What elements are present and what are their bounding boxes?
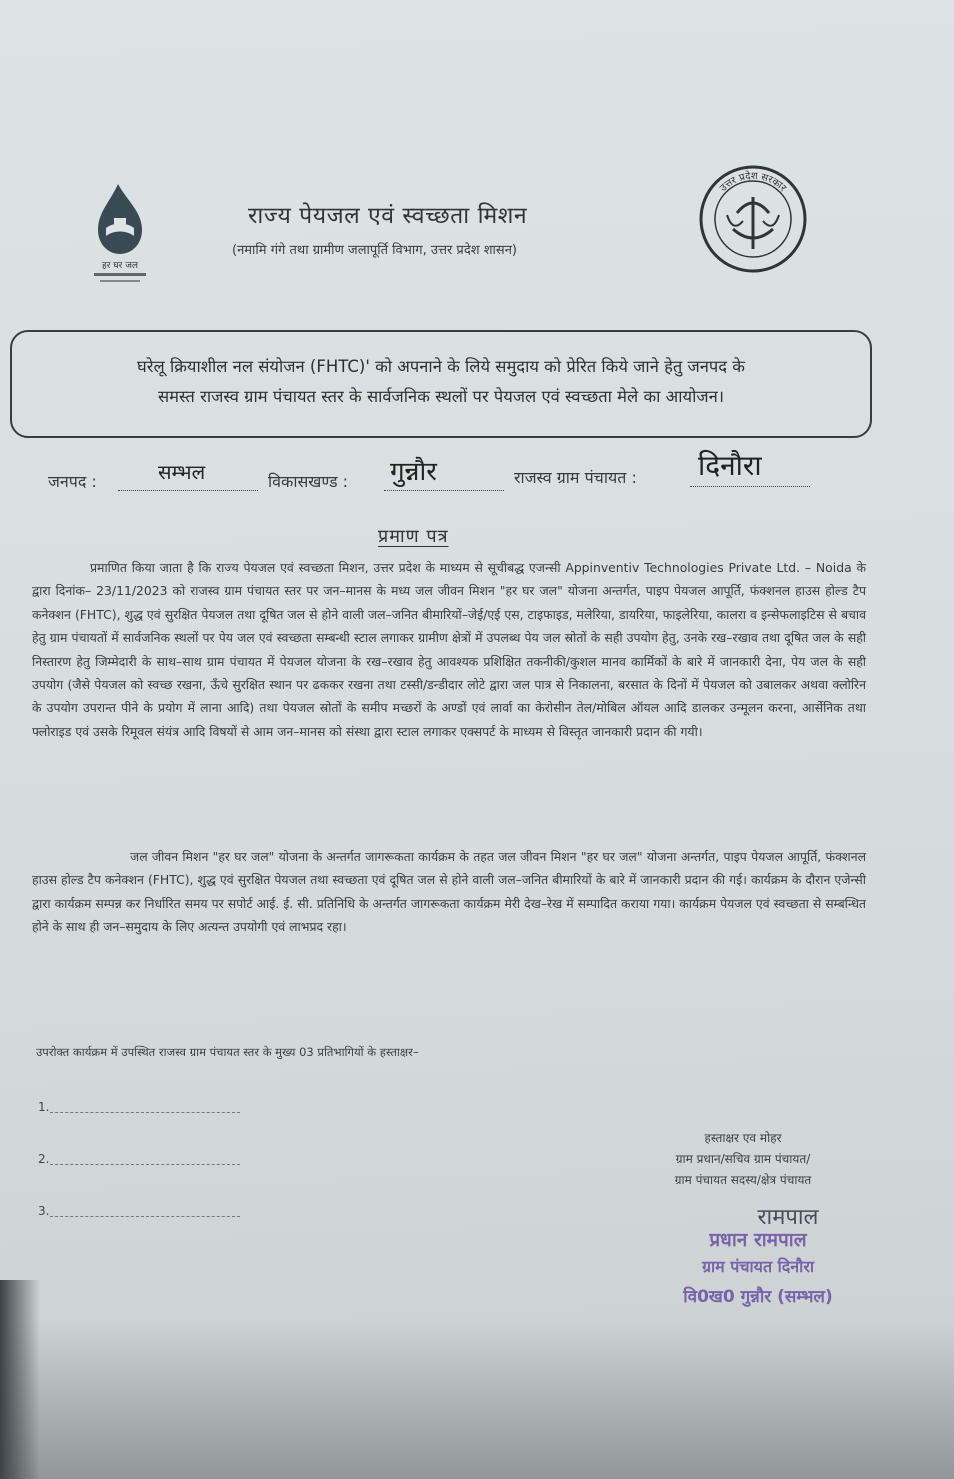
certificate-paragraph-2: जल जीवन मिशन "हर घर जल" योजना के अन्तर्गत जागरूकता कार्यक्रम के तहत जल जीवन मिशन "हर घर जल" योजना अन्तर्गत, पाइप पेयजल आपूर्ति, फंक्शनल हाउस होल्ड टैप कनेक्शन (FHTC), शुद्ध एवं सुरक्षित पेयजल तथा स्वच्छता एवं दूषित जल से होने वाली जल–जनित बीमारियों के बारे में जानकारी प्रदान की गई। कार्यक्रम के दौरान एजेन्सी द्वारा कार्यक्रम सम्पन्न कर निर्धारित समय पर सपोर्ट आई. ई. सी. प्रतिनिधि के अन्तर्गत जागरूकता कार्यक्रम मेरी देख–रेख में सम्पादित कराया गया। कार्यक्रम पेयजल एवं स्वच्छता से सम्बन्धित होने के साथ ही जन–समुदाय के लिए अत्यन्त उपयोगी एवं लाभप्रद रहा। [32,849,866,935]
certificate-paragraph-1: प्रमाणित किया जाता है कि राज्य पेयजल एवं स्वच्छता मिशन, उत्तर प्रदेश के माध्यम से सूचीबद्ध एजन्सी Appinventiv Technologies Private Ltd. – Noida के द्वारा दिनांक– 23/11/2023 को राजस्व ग्राम पंचायत स्तर पर जन–मानस के मध्य जल जीवन मिशन "हर घर जल" योजना अन्तर्गत, पाइप पेयजल आपूर्ति, फंक्शनल हाउस होल्ड टैप कनेक्शन (FHTC), शुद्ध एवं सुरक्षित पेयजल तथा दूषित जल से होने वाली जल–जनित बीमारियों–जेई/एई एस, टाइफाइड, मलेरिया, डायरिया, फाइलेरिया, कालरा व इन्सेफलाइटिस से बचाव हेतु ग्राम पंचायतों में सार्वजनिक स्थलों पर पेय जल एवं स्वच्छता सम्बन्धी स्टाल लगाकर ग्रामीण क्षेत्रों में उपलब्ध पेय जल स्रोतों के सही उपयोग हेतु, उनके रख–रखाव तथा दूषित जल के सही निस्तारण हेतु जिम्मेदारी के साथ–साथ ग्राम पंचायत में पेयजल योजना के रख–रखाव हेतु आवश्यक प्रशिक्षित तकनीकी/कुशल मानव कार्मिकों के बारे में जानकारी देना, पेय जल के सही उपयोग (जैसे पेयजल को स्वच्छ रखना, ऊँचे सुरक्षित स्थान पर ढककर रखना तथा टस्सी/डन्डीदार लोटे द्वारा जल पात्र से निकालना, बरसात के दिनों में पेयजल को उबालकर अथवा क्लोरिन के उपयोग उपरान्त पीने के प्रयोग में लाना आदि) तथा पेयजल स्रोतों के समीप मच्छरों के अण्डों एवं लार्वा का केरोसीन तेल/मोबिल ऑयल आदि डालकर उन्मूलन करना, आर्सेनिक तथा फ्लोराइड एवं उसके रिमूवल संयंत्र आदि विषयों से आम जन–मानस को संस्था द्वारा स्टाल लगाकर एक्सपर्ट के माध्यम से विस्तृत जानकारी प्रदान की गयी। [32,560,867,739]
mission-title: राज्य पेयजल एवं स्वच्छता मिशन [248,203,528,229]
official-stamp-and-signature [638,1198,878,1318]
attendee-number-2: 2. [38,1152,50,1166]
signature-role-1: ग्राम प्रधान/सचिव ग्राम पंचायत/ [675,1152,811,1166]
attendees-intro: उपरोक्त कार्यक्रम में उपस्थित राजस्व ग्राम पंचायत स्तर के मुख्य 03 प्रतिभागियों के हस्ताक्षर– [36,1045,419,1059]
attendee-number-3: 3. [38,1204,50,1218]
panchayat-underline [690,486,810,487]
attendee-signature-line-3 [50,1216,240,1217]
district-value: सम्भल [158,460,206,484]
attendee-signature-line-2 [50,1164,240,1165]
signature-role-2: ग्राम पंचायत सदस्य/क्षेत्र पंचायत [674,1173,812,1187]
svg-text:हर घर जल: हर घर जल [102,261,138,271]
photo-edge [0,1280,40,1479]
block-label: विकासखण्ड : [268,472,349,491]
panchayat-value: दिनौरा [698,449,762,482]
district-label: जनपद : [48,472,97,491]
stamp-line-3: वि0ख0 गुन्नौर (सम्भल) [683,1287,833,1307]
attendee-signature-line-1 [50,1112,240,1113]
banner-line-2: समस्त राजस्व ग्राम पंचायत स्तर के सार्वजनिक स्थलों पर पेयजल एवं स्वच्छता मेले का आयोजन। [157,387,725,406]
block-underline [384,490,504,491]
signature-block [618,1128,868,1191]
svg-text:उत्तर प्रदेश सरकार: उत्तर प्रदेश सरकार [718,170,789,194]
district-underline [118,490,258,491]
photo-shadow [0,1319,954,1479]
department-subtitle: (नमामि गंगे तथा ग्रामीण जलापूर्ति विभाग, उत्तर प्रदेश शासन) [232,243,517,258]
handwritten-signature: रामपाल [757,1205,819,1230]
stamp-line-1: प्रधान रामपाल [709,1229,807,1251]
banner-line-1: घरेलू क्रियाशील नल संयोजन (FHTC)' को अपनाने के लिये समुदाय को प्रेरित किये जाने हेतु जनपद के [137,357,745,376]
attendee-number-1: 1. [38,1100,50,1114]
stamp-line-2: ग्राम पंचायत दिनौरा [701,1257,815,1276]
block-value: गुन्नौर [390,457,437,487]
water-drop-logo-icon [80,178,180,288]
signature-heading: हस्ताक्षर एव मोहर [704,1131,782,1145]
up-government-emblem-icon [697,163,809,275]
certificate-title: प्रमाण पत्र [378,526,449,547]
panchayat-label: राजस्व ग्राम पंचायत : [514,468,637,487]
event-banner-text [26,352,856,412]
